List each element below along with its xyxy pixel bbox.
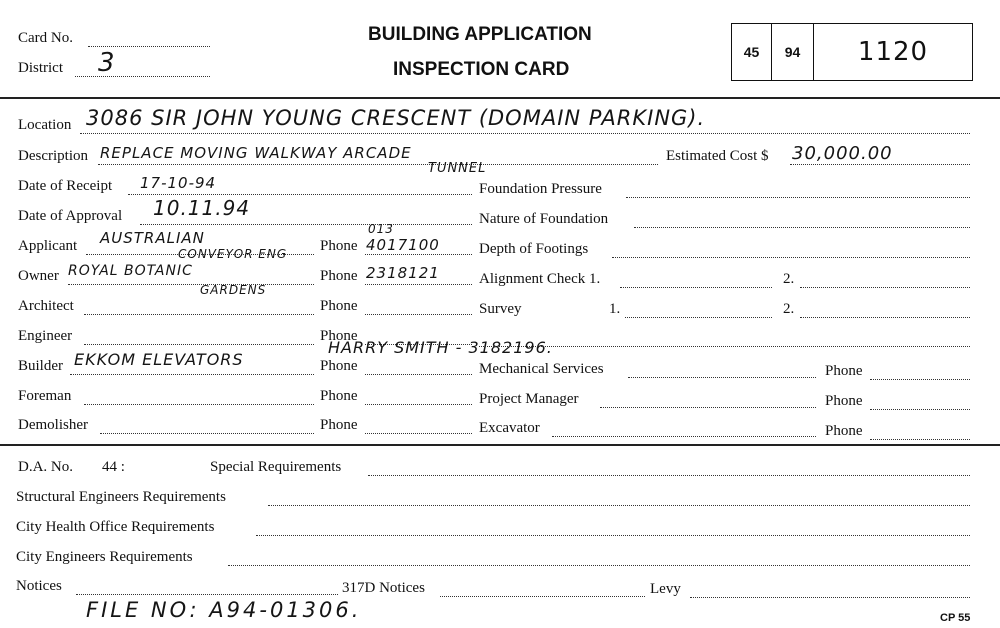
foreman-phone-label: Phone bbox=[320, 388, 358, 404]
location-line bbox=[80, 133, 970, 134]
levy-line bbox=[690, 597, 970, 598]
applicant-value-2: CONVEYOR ENG bbox=[178, 247, 288, 261]
card-no-label: Card No. bbox=[18, 30, 73, 46]
foreman-phone-line bbox=[365, 404, 472, 405]
district-label: District bbox=[18, 60, 63, 76]
architect-line bbox=[84, 314, 314, 315]
reference-box bbox=[731, 23, 973, 81]
applicant-value: AUSTRALIAN bbox=[100, 229, 205, 247]
notices-line bbox=[76, 594, 338, 595]
mechanical-phone-label: Phone bbox=[825, 363, 863, 379]
owner-phone-line bbox=[365, 284, 472, 285]
owner-value: ROYAL BOTANIC bbox=[68, 263, 193, 279]
survey-2-label: 2. bbox=[783, 301, 795, 317]
project-manager-phone-label: Phone bbox=[825, 393, 863, 409]
header-divider bbox=[0, 97, 1000, 99]
location-value: 3086 SIR JOHN YOUNG CRESCENT (DOMAIN PARKING). bbox=[86, 106, 706, 130]
builder-phone-line bbox=[365, 374, 472, 375]
owner-label: Owner bbox=[18, 268, 59, 284]
location-label: Location bbox=[18, 117, 72, 133]
card-no-line bbox=[88, 46, 210, 47]
special-requirements-label: Special Requirements bbox=[210, 459, 342, 475]
alignment-check-line-1 bbox=[620, 287, 772, 288]
nature-foundation-label: Nature of Foundation bbox=[479, 211, 609, 227]
description-line bbox=[98, 164, 658, 165]
applicant-label: Applicant bbox=[18, 238, 78, 254]
builder-value: EKKOM ELEVATORS bbox=[74, 350, 244, 369]
builder-line bbox=[70, 374, 314, 375]
engineer-phone-label: Phone bbox=[320, 328, 358, 344]
depth-footings-label: Depth of Footings bbox=[479, 241, 589, 257]
district-value: 3 bbox=[98, 48, 116, 78]
description-value-2: TUNNEL bbox=[428, 161, 487, 176]
alignment-check-label: Alignment Check 1. bbox=[479, 271, 601, 287]
engineer-right-line bbox=[479, 346, 970, 347]
da-no-label: D.A. No. bbox=[18, 459, 73, 475]
demolisher-line bbox=[100, 433, 314, 434]
excavator-line bbox=[552, 436, 816, 437]
project-manager-line bbox=[600, 407, 816, 408]
applicant-phone-value: 4017100 bbox=[366, 236, 440, 254]
owner-line bbox=[68, 284, 314, 285]
foreman-line bbox=[84, 404, 314, 405]
requirements-divider bbox=[0, 444, 1000, 446]
demolisher-phone-line bbox=[365, 433, 472, 434]
levy-label: Levy bbox=[650, 581, 681, 597]
form-title-line1: BUILDING APPLICATION bbox=[368, 24, 592, 45]
reference-year-a: 45 bbox=[732, 24, 772, 80]
builder-phone-label: Phone bbox=[320, 358, 358, 374]
survey-line-2 bbox=[800, 317, 970, 318]
mechanical-services-label: Mechanical Services bbox=[479, 361, 604, 377]
description-label: Description bbox=[18, 148, 88, 164]
project-manager-label: Project Manager bbox=[479, 391, 579, 407]
engineer-label: Engineer bbox=[18, 328, 73, 344]
excavator-phone-label: Phone bbox=[825, 423, 863, 439]
architect-label: Architect bbox=[18, 298, 74, 314]
demolisher-phone-label: Phone bbox=[320, 417, 358, 433]
district-line bbox=[75, 76, 210, 77]
foundation-pressure-line bbox=[626, 197, 970, 198]
notices-317d-line bbox=[440, 596, 645, 597]
mechanical-services-line bbox=[628, 377, 816, 378]
survey-1-label: 1. bbox=[609, 301, 621, 317]
excavator-label: Excavator bbox=[479, 420, 540, 436]
date-receipt-label: Date of Receipt bbox=[18, 178, 113, 194]
notices-label: Notices bbox=[16, 578, 62, 594]
builder-phone-value: HARRY SMITH - 3182196. bbox=[328, 338, 553, 357]
demolisher-label: Demolisher bbox=[18, 417, 88, 433]
alignment-check-line-2 bbox=[800, 287, 970, 288]
builder-label: Builder bbox=[18, 358, 63, 374]
city-health-label: City Health Office Requirements bbox=[16, 519, 215, 535]
date-approval-label: Date of Approval bbox=[18, 208, 123, 224]
depth-footings-line bbox=[612, 257, 970, 258]
city-engineers-label: City Engineers Requirements bbox=[16, 549, 193, 565]
excavator-phone-line bbox=[870, 439, 970, 440]
applicant-phone-label: Phone bbox=[320, 238, 358, 254]
foundation-pressure-label: Foundation Pressure bbox=[479, 181, 602, 197]
da-no-value: 44 : bbox=[102, 459, 125, 475]
owner-phone-label: Phone bbox=[320, 268, 358, 284]
date-approval-value: 10.11.94 bbox=[153, 196, 251, 220]
city-engineers-line bbox=[228, 565, 970, 566]
owner-value-2: GARDENS bbox=[200, 283, 267, 297]
reference-number: 1120 bbox=[857, 37, 929, 67]
engineer-line bbox=[84, 344, 314, 345]
reference-year-b: 94 bbox=[772, 24, 814, 80]
date-receipt-line bbox=[128, 194, 472, 195]
structural-engineers-label: Structural Engineers Requirements bbox=[16, 489, 226, 505]
applicant-phone-prefix: 013 bbox=[368, 222, 394, 236]
date-receipt-value: 17-10-94 bbox=[140, 174, 217, 192]
alignment-check-2-label: 2. bbox=[783, 271, 795, 287]
survey-line-1 bbox=[625, 317, 772, 318]
estimated-cost-value: 30,000.00 bbox=[792, 143, 893, 164]
survey-label: Survey bbox=[479, 301, 522, 317]
mechanical-phone-line bbox=[870, 379, 970, 380]
estimated-cost-label: Estimated Cost $ bbox=[666, 148, 769, 164]
city-health-line bbox=[256, 535, 970, 536]
architect-phone-label: Phone bbox=[320, 298, 358, 314]
applicant-phone-line bbox=[365, 254, 472, 255]
foreman-label: Foreman bbox=[18, 388, 72, 404]
file-number: FILE NO: A94-01306. bbox=[86, 598, 362, 622]
form-code: CP 55 bbox=[940, 612, 971, 624]
project-manager-phone-line bbox=[870, 409, 970, 410]
notices-317d-label: 317D Notices bbox=[342, 580, 425, 596]
form-title-line2: INSPECTION CARD bbox=[393, 59, 570, 80]
nature-foundation-line bbox=[634, 227, 970, 228]
date-approval-line bbox=[140, 224, 472, 225]
description-value: REPLACE MOVING WALKWAY ARCADE bbox=[100, 144, 412, 162]
owner-phone-value: 2318121 bbox=[366, 264, 440, 282]
special-requirements-line bbox=[368, 475, 970, 476]
structural-engineers-line bbox=[268, 505, 970, 506]
architect-phone-line bbox=[365, 314, 472, 315]
estimated-cost-line bbox=[790, 164, 970, 165]
